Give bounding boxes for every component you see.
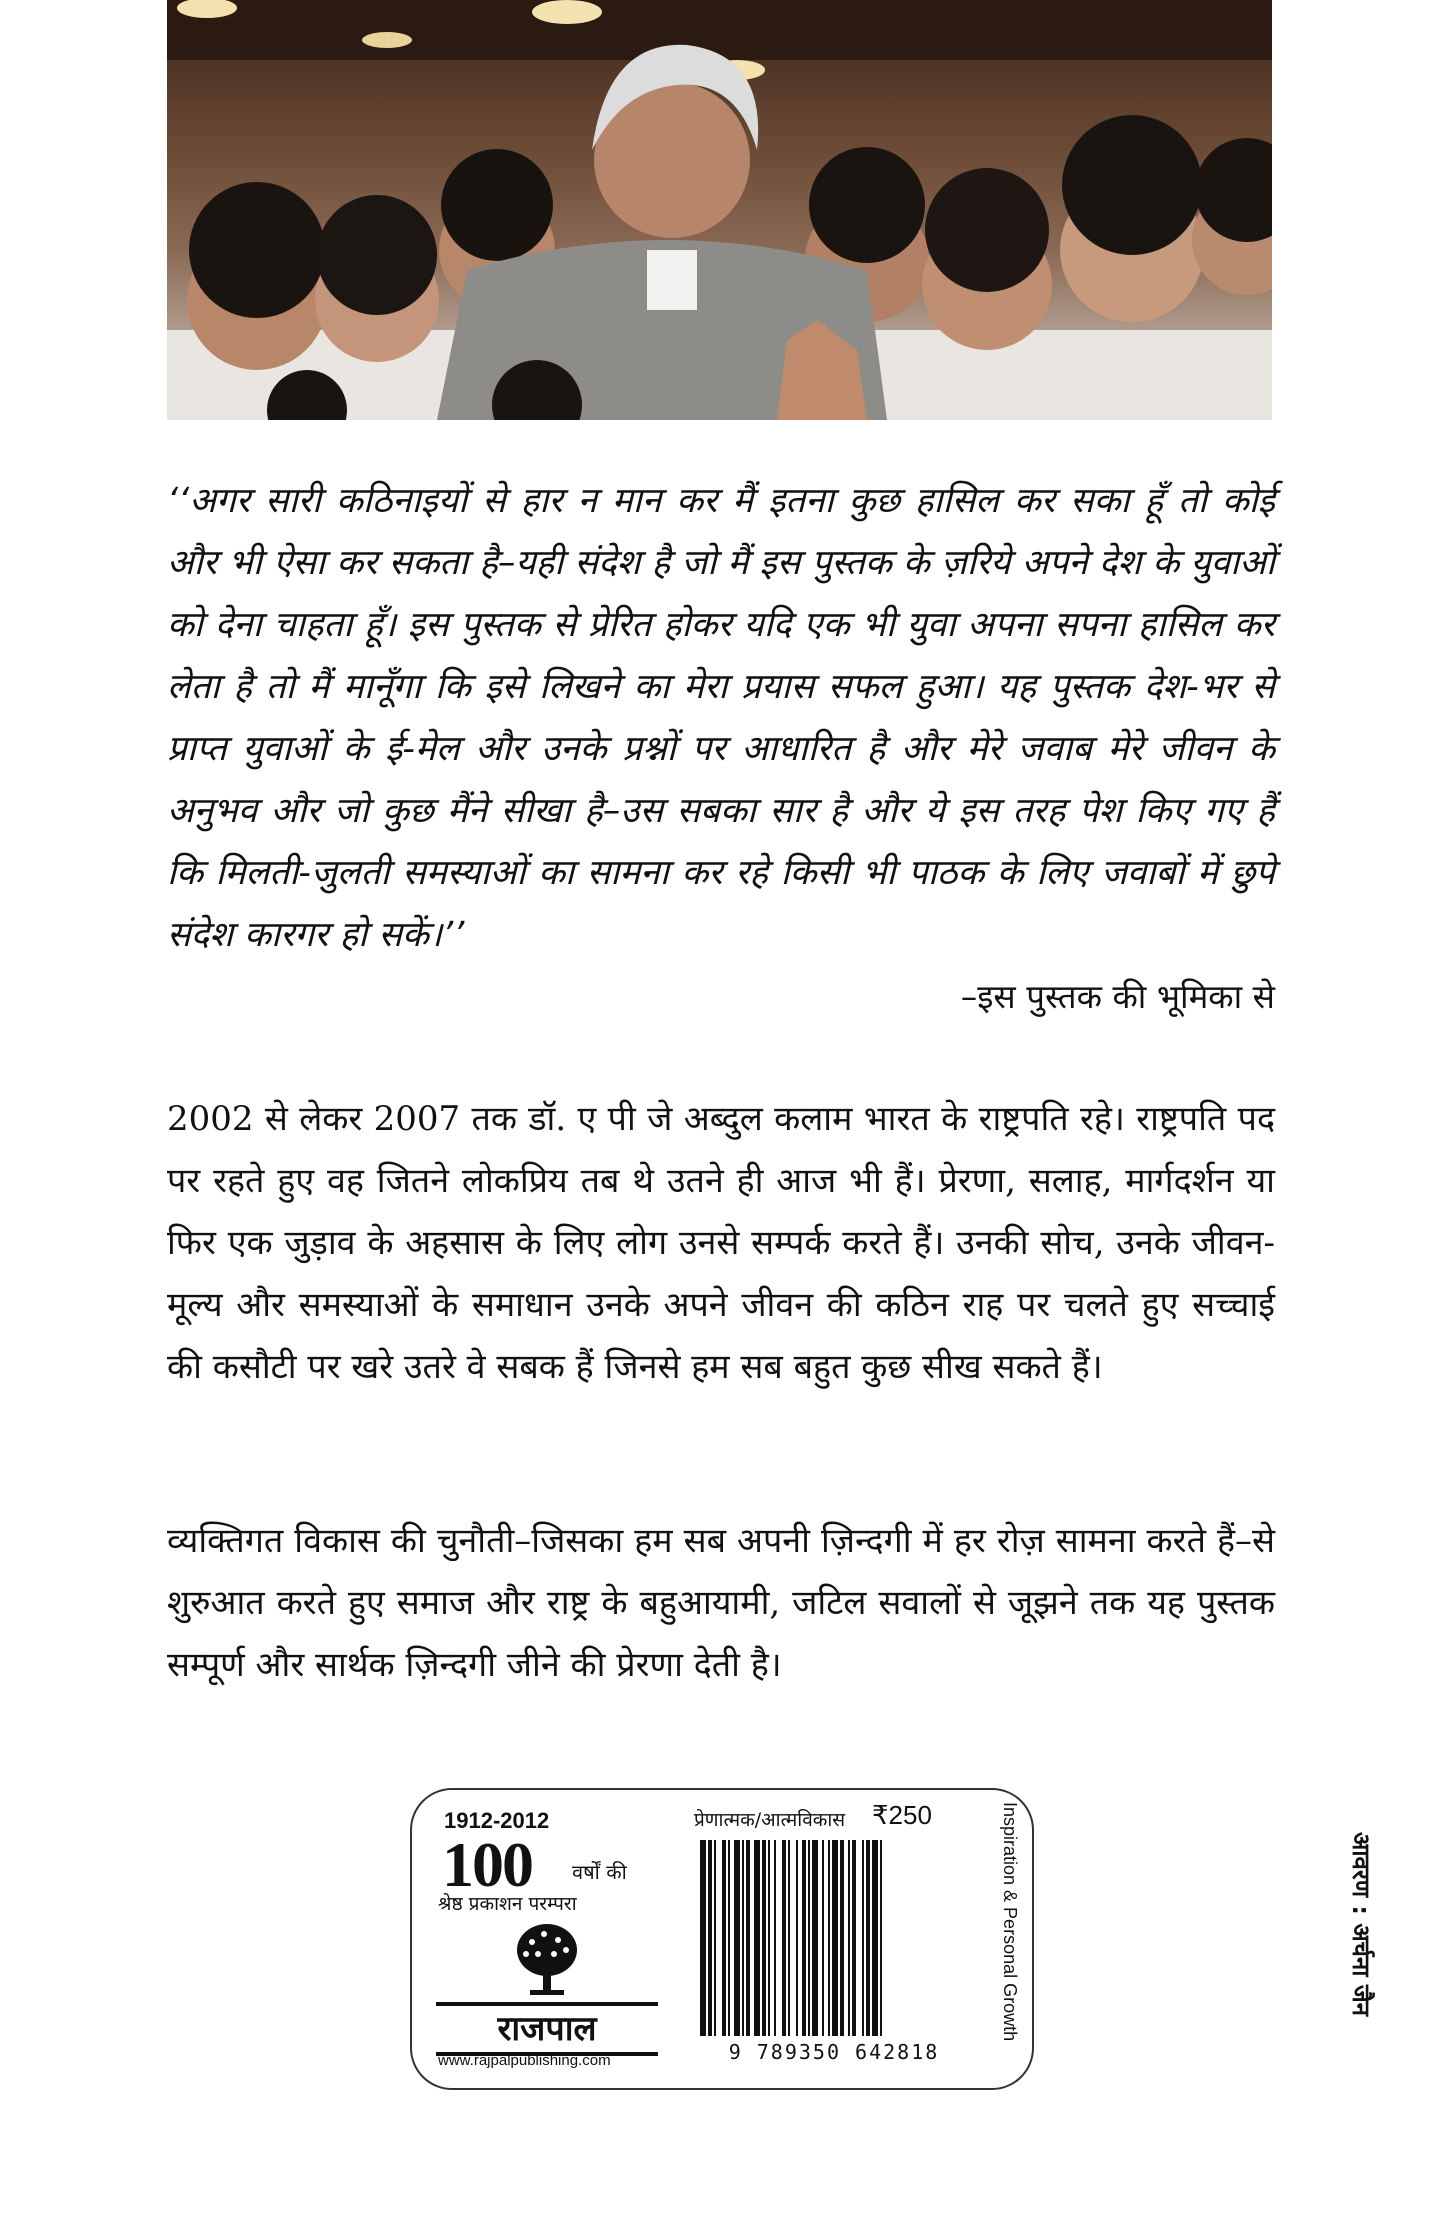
barcode-bar: [866, 1840, 870, 2036]
barcode-bar: [774, 1840, 776, 2036]
publishing-tradition: श्रेष्ठ प्रकाशन परम्परा: [438, 1893, 577, 1915]
barcode-bar: [796, 1840, 798, 2036]
tree-logo-icon: [512, 1920, 582, 1998]
barcode-bar: [848, 1840, 850, 2036]
barcode-bar: [872, 1840, 878, 2036]
anniversary-hundred: 100: [442, 1829, 532, 1900]
barcode-bar: [708, 1840, 712, 2036]
paragraph-book-summary: व्यक्तिगत विकास की चुनौती–जिसका हम सब अपनी ज़िन्दगी में हर रोज़ सामना करते हैं–से शुरुआत करते हुए समाज और राष्ट्र के बहुआयामी, जटिल सवालों से जूझने तक यह पुस्तक सम्पूर्ण और सार्थक ज़िन्दगी जीने की प्रेरणा देती है।: [167, 1521, 1275, 1685]
barcode-bar: [742, 1840, 744, 2036]
barcode-bar: [828, 1840, 830, 2036]
isbn-number: 9 789350 642818: [728, 2040, 940, 2064]
barcode-bar: [808, 1840, 810, 2036]
publisher-website: www.rajpalpublishing.com: [438, 2052, 611, 2069]
barcode-bar: [862, 1840, 864, 2036]
cover-design-credit: आवरण : अर्चना जैन: [1347, 1832, 1375, 2016]
cover-photo: [167, 0, 1272, 420]
barcode-bar: [822, 1840, 824, 2036]
barcode-bar: [812, 1840, 818, 2036]
barcode-bar: [840, 1840, 844, 2036]
barcode-bar: [832, 1840, 838, 2036]
barcode-bar: [734, 1840, 740, 2036]
paragraph-author-intro: 2002 से लेकर 2007 तक डॉ. ए पी जे अब्दुल कलाम भारत के राष्ट्रपति रहे। राष्ट्रपति पद पर रहते हुए वह जितने लोकप्रिय तब थे उतने ही आज भी हैं। प्रेरणा, सलाह, मार्गदर्शन या फिर एक जुड़ाव के अहसास के लिए लोग उनसे सम्पर्क करते हैं। उनकी सोच, उनके जीवन-मूल्य और समस्याओं के समाधान उनके अपने जीवन की कठिन राह पर चलते हुए सच्चाई की कसौटी पर खरे उतरे वे सबक हैं जिनसे हम सब बहुत कुछ सीख सकते हैं।: [167, 1099, 1275, 1387]
barcode-bar: [880, 1840, 882, 2036]
anniversary-years: 1912-2012: [444, 1808, 550, 1833]
barcode-bar: [700, 1840, 706, 2036]
barcode-bar: [728, 1840, 730, 2036]
barcode-bar: [714, 1840, 716, 2036]
publisher-name: राजपाल: [436, 2002, 658, 2056]
book-category: प्रेणात्मक/आत्मविकास: [694, 1809, 846, 1831]
barcode-bar: [802, 1840, 806, 2036]
book-quote: ‘‘अगर सारी कठिनाइयों से हार न मान कर मैं इतना कुछ हासिल कर सका हूँ तो कोई और भी ऐसा कर सकता है–यही संदेश है जो मैं इस पुस्तक के ज़रिये अपने देश के युवाओं को देना चाहता हूँ। इस पुस्तक से प्रेरित होकर यदि एक भी युवा अपना सपना हासिल कर लेता है तो मैं मानूँगा कि इसे लिखने का मेरा प्रयास सफल हुआ। यह पुस्तक देश-भर से प्राप्त युवाओं के ई-मेल और उनके प्रश्नों पर आधारित है और मेरे जवाब मेरे जीवन के अनुभव और जो कुछ मैंने सीखा है–उस सबका सार है और ये इस तरह पेश किए गए हैं कि मिलती-जुलती समस्याओं का सामना कर रहे किसी भी पाठक के लिए जवाबों में छुपे संदेश कारगर हो सकें।’’: [167, 481, 1275, 955]
publisher-barcode-panel: [410, 1788, 1034, 2090]
barcode-block: [694, 1790, 984, 2088]
publisher-logo-block: [412, 1790, 682, 2088]
barcode-icon: [698, 1840, 974, 2036]
barcode-bar: [788, 1840, 790, 2036]
barcode-bar: [852, 1840, 856, 2036]
barcode-bar: [746, 1840, 750, 2036]
barcode-bar: [754, 1840, 760, 2036]
book-price: ₹250: [872, 1800, 932, 1830]
category-english: Inspiration & Personal Growth: [1000, 1802, 1020, 2042]
barcode-bar: [782, 1840, 786, 2036]
anniversary-label: वर्षों की: [572, 1860, 627, 1884]
barcode-bar: [768, 1840, 770, 2036]
quote-attribution: –इस पुस्तक की भूमिका से: [960, 977, 1275, 1016]
barcode-bar: [762, 1840, 766, 2036]
barcode-bar: [722, 1840, 726, 2036]
